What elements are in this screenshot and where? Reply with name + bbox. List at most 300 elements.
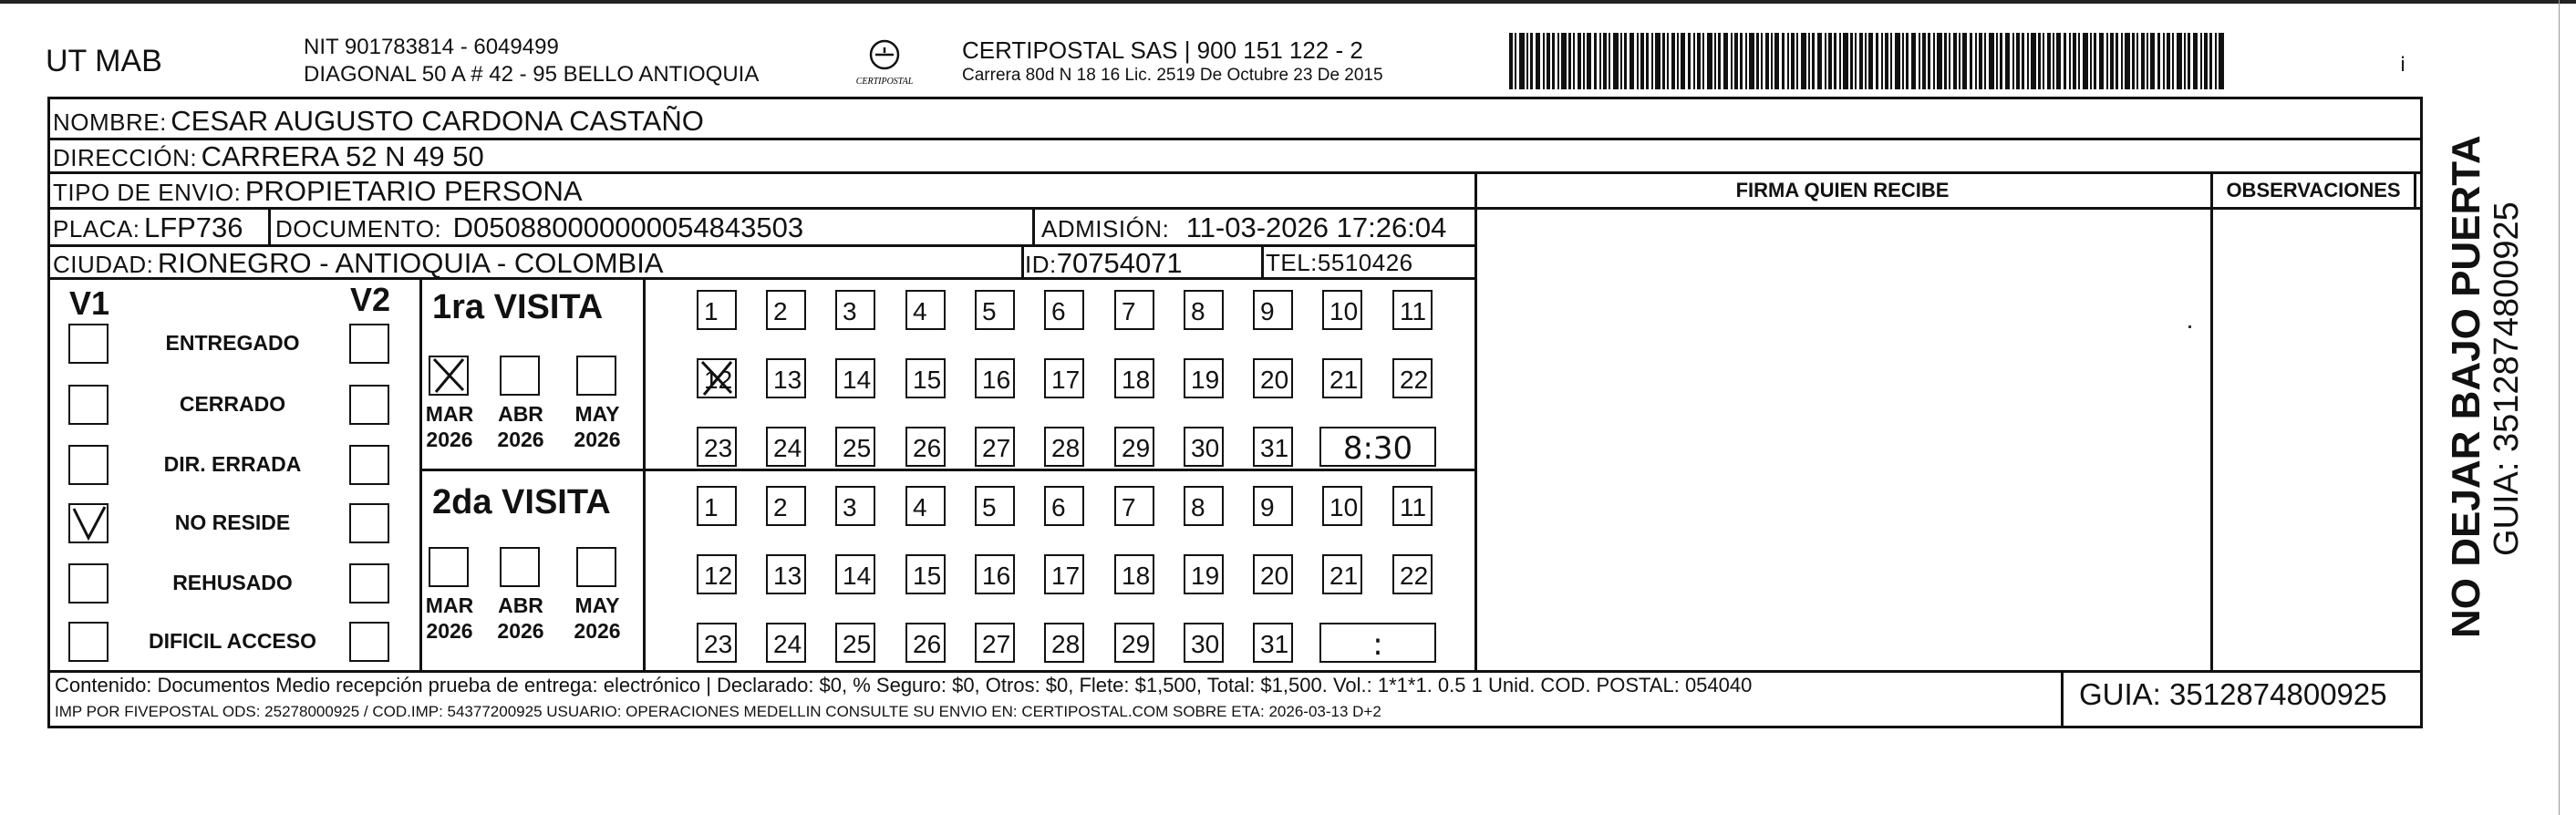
barcode-bar: [1765, 33, 1769, 89]
time-box[interactable]: 8:30: [1319, 427, 1436, 467]
barcode-bar: [1552, 33, 1555, 89]
barcode-bar: [2016, 33, 2020, 89]
barcode-bar: [1671, 33, 1675, 89]
admission-label: ADMISIÓN:: [1041, 215, 1170, 242]
day-box[interactable]: 14: [835, 358, 875, 398]
barcode-bar: [1876, 33, 1878, 89]
barcode-bar: [2073, 33, 2076, 89]
barcode-bar: [1911, 33, 1916, 89]
month-year: 2026: [426, 428, 473, 451]
v1-checkbox[interactable]: [68, 445, 109, 485]
month-year: 2026: [497, 619, 544, 643]
day-box[interactable]: 23: [697, 623, 737, 663]
barcode-bar: [2136, 33, 2138, 89]
id-value: 70754071: [1056, 247, 1183, 279]
barcode-bar: [1928, 33, 1930, 89]
barcode-bar: [1568, 33, 1571, 89]
barcode-bar: [1970, 33, 1972, 89]
barcode-bar: [1850, 33, 1853, 89]
delivery-option-label: REHUSADO: [172, 571, 293, 594]
barcode-bar: [1594, 33, 1597, 89]
barcode-bar: [1734, 33, 1738, 89]
col-divider: [2210, 171, 2213, 671]
day-box[interactable]: 30: [1184, 427, 1224, 467]
barcode-bar: [1573, 33, 1575, 89]
barcode-bar: [1603, 33, 1607, 89]
month-label: MAY: [574, 402, 620, 426]
month-checkbox[interactable]: [429, 356, 469, 396]
day-box[interactable]: 6: [1044, 290, 1084, 330]
barcode-bar: [1949, 33, 1950, 89]
month-year: 2026: [574, 619, 621, 643]
v1-header: V1: [69, 284, 110, 322]
barcode-bar: [1519, 33, 1525, 89]
barcode-bar: [1667, 33, 1669, 89]
side-no-dejar: NO DEJAR BAJO PUERTA: [2444, 135, 2488, 638]
day-box[interactable]: 28: [1044, 427, 1084, 467]
day-box[interactable]: 29: [1114, 623, 1154, 663]
month-checkbox[interactable]: [500, 356, 540, 396]
contents-line: Contenido: Documentos Medio recepción prueba de entrega: electrónico | Declarado: $0, % Seguro: $0, Otros: $0, Flete: $1,500, Total: $1,500. Vol.: 1*1*1. 0.5 1 Unid. COD. POSTAL: 054040: [55, 674, 1753, 696]
admission-value: 11-03-2026 17:26:04: [1185, 211, 1447, 243]
barcode-bar: [2188, 33, 2190, 89]
barcode-bar: [1855, 33, 1857, 89]
v2-checkbox[interactable]: [349, 622, 389, 662]
v2-checkbox[interactable]: [349, 563, 389, 604]
city-row: [53, 247, 663, 280]
month-checkbox[interactable]: [429, 547, 469, 587]
day-box[interactable]: 24: [766, 623, 806, 663]
barcode-bar: [2012, 33, 2014, 89]
day-box[interactable]: 2: [766, 486, 806, 526]
sender-address: DIAGONAL 50 A # 42 - 95 BELLO ANTIOQUIA: [304, 62, 760, 87]
visit-divider: [419, 469, 1475, 471]
barcode-bar: [1509, 33, 1513, 89]
barcode-bar: [2094, 33, 2096, 89]
barcode-bar: [1740, 33, 1743, 89]
day-box[interactable]: 11: [1392, 290, 1433, 330]
barcode-bar: [2215, 33, 2217, 89]
month-checkbox[interactable]: [576, 547, 616, 587]
check-mark-icon: [697, 358, 737, 398]
dot-mark: [2188, 325, 2191, 328]
day-box[interactable]: 7: [1114, 290, 1154, 330]
col-divider: [1032, 207, 1035, 244]
admission-row: [1041, 211, 1446, 244]
barcode-bar: [1702, 33, 1704, 89]
day-box[interactable]: 8: [1184, 486, 1224, 526]
row-divider: [1474, 207, 2423, 210]
plate-row: [53, 211, 243, 244]
day-box[interactable]: 26: [905, 623, 946, 663]
barcode-bar: [1944, 33, 1947, 89]
barcode-bar: [2116, 33, 2118, 89]
barcode-bar: [1933, 33, 1935, 89]
barcode-bar: [1515, 33, 1516, 89]
barcode-bar: [2150, 33, 2155, 89]
barcode-bar: [1599, 33, 1601, 89]
barcode-bar: [1843, 33, 1848, 89]
barcode-bar: [2163, 33, 2165, 89]
month-label: MAR: [425, 402, 474, 426]
barcode-bar: [2090, 33, 2092, 89]
barcode-bar: [1801, 33, 1806, 89]
day-box[interactable]: 20: [1253, 358, 1293, 398]
barcode-bar: [1620, 33, 1622, 89]
barcode-bar: [1547, 33, 1550, 89]
barcode-bar: [2078, 33, 2080, 89]
col-divider: [1021, 244, 1024, 277]
name-label: NOMBRE:: [53, 108, 167, 136]
day-box[interactable]: 19: [1184, 358, 1224, 398]
address-label: DIRECCIÓN:: [53, 144, 198, 171]
day-box[interactable]: 26: [905, 427, 946, 467]
col-divider: [643, 277, 646, 670]
barcode-bar: [1613, 33, 1619, 89]
day-box[interactable]: 1: [697, 290, 737, 330]
barcode-bar: [2056, 33, 2061, 89]
sender-nit: NIT 901783814 - 6049499: [304, 35, 559, 59]
day-box[interactable]: 16: [975, 554, 1015, 594]
plate-value: LFP736: [143, 211, 243, 243]
document-value: D050880000000054843503: [452, 211, 804, 243]
barcode-bar: [1796, 33, 1798, 89]
barcode-bar: [2141, 33, 2145, 89]
observations-header: OBSERVACIONES: [2226, 179, 2401, 201]
certipostal-logo: [848, 36, 921, 91]
barcode-bar: [2200, 33, 2202, 89]
day-box[interactable]: 7: [1114, 486, 1154, 526]
day-box[interactable]: 5: [975, 290, 1015, 330]
check-mark-icon: [429, 356, 469, 396]
barcode-bar: [2031, 33, 2036, 89]
barcode-bar: [2022, 33, 2024, 89]
barcode-bar: [1791, 33, 1795, 89]
day-box[interactable]: 28: [1044, 623, 1084, 663]
day-box[interactable]: 14: [835, 554, 875, 594]
barcode-bar: [2027, 33, 2029, 89]
day-box[interactable]: 9: [1253, 486, 1293, 526]
barcode-bar: [2172, 33, 2174, 89]
v1-checkbox[interactable]: [68, 324, 109, 364]
barcode-bar: [1662, 33, 1665, 89]
day-box[interactable]: 15: [905, 358, 946, 398]
barcode-bar: [1839, 33, 1841, 89]
barcode-bar: [1902, 33, 1904, 89]
time-box[interactable]: :: [1319, 623, 1436, 663]
day-box[interactable]: 19: [1184, 554, 1224, 594]
month-year: 2026: [497, 428, 544, 451]
visit2-title: 2da VISITA: [432, 483, 611, 521]
day-box[interactable]: 11: [1392, 486, 1433, 526]
barcode-bar: [2219, 33, 2224, 89]
month-label: ABR: [498, 402, 543, 426]
tel-value: 5510426: [1317, 249, 1413, 276]
id-row: [1025, 247, 1183, 280]
barcode-bar: [1530, 33, 1533, 89]
type-label: TIPO DE ENVIO:: [53, 179, 242, 206]
day-box[interactable]: 1: [697, 486, 737, 526]
barcode-bar: [1587, 33, 1591, 89]
document-row: [275, 211, 803, 244]
barcode-bar: [1583, 33, 1585, 89]
day-box[interactable]: 16: [975, 358, 1015, 398]
day-box[interactable]: 10: [1322, 486, 1362, 526]
barcode-bar: [1937, 33, 1942, 89]
barcode-bar: [1774, 33, 1779, 89]
barcode-bar: [2043, 33, 2044, 89]
col-divider: [2061, 670, 2064, 728]
barcode-bar: [1859, 33, 1863, 89]
month-label: ABR: [498, 593, 543, 617]
barcode-bar: [1561, 33, 1567, 89]
barcode-bar: [2184, 33, 2186, 89]
tel-label: TEL:: [1266, 249, 1318, 276]
barcode-bar: [1962, 33, 1967, 89]
barcode-bar: [1890, 33, 1892, 89]
barcode-bar: [1906, 33, 1909, 89]
city-value: RIONEGRO - ANTIOQUIA - COLOMBIA: [157, 247, 664, 279]
barcode-bar: [1828, 33, 1832, 89]
col-divider: [1474, 171, 1477, 671]
day-box[interactable]: 15: [905, 554, 946, 594]
barcode-bar: [1707, 33, 1712, 89]
plate-label: PLACA:: [53, 215, 140, 242]
day-box[interactable]: 3: [835, 290, 875, 330]
barcode-bar: [2204, 33, 2208, 89]
barcode-bar: [1959, 33, 1960, 89]
barcode-bar: [2047, 33, 2051, 89]
v1-checkbox[interactable]: [68, 563, 109, 604]
barcode-bar: [1745, 33, 1747, 89]
day-box[interactable]: 4: [905, 486, 946, 526]
barcode-bar: [1782, 33, 1785, 89]
month-label: MAR: [425, 593, 474, 617]
barcode-bar: [2038, 33, 2041, 89]
day-box[interactable]: 18: [1114, 554, 1154, 594]
day-box[interactable]: 8: [1184, 290, 1224, 330]
barcode-bar: [1637, 33, 1639, 89]
barcode-bar: [1693, 33, 1695, 89]
sender-name: UT MAB: [46, 44, 162, 78]
barcode-bar: [1543, 33, 1545, 89]
barcode-bar: [1787, 33, 1789, 89]
barcode-bar: [1996, 33, 1998, 89]
barcode-bar: [2167, 33, 2170, 89]
v2-checkbox[interactable]: [349, 503, 389, 543]
name-row: [53, 105, 704, 138]
v2-checkbox[interactable]: [349, 385, 389, 425]
barcode-bar: [2064, 33, 2066, 89]
address-row: [53, 140, 484, 173]
name-value: CESAR AUGUSTO CARDONA CASTAÑO: [171, 105, 704, 137]
barcode-bar: [1922, 33, 1926, 89]
day-box[interactable]: 10: [1322, 290, 1362, 330]
day-box[interactable]: 23: [697, 427, 737, 467]
barcode-bar: [1979, 33, 1982, 89]
day-box[interactable]: 25: [835, 427, 875, 467]
company-name: CERTIPOSTAL SAS | 900 151 122 - 2: [962, 36, 1363, 64]
barcode-bar: [1609, 33, 1610, 89]
month-checkbox[interactable]: [576, 356, 616, 396]
barcode-bar: [2106, 33, 2108, 89]
day-box[interactable]: 6: [1044, 486, 1084, 526]
top-border: [0, 0, 2576, 4]
city-label: CIUDAD:: [53, 251, 154, 278]
delivery-option-label: DIFICIL ACCESO: [148, 629, 316, 653]
day-box[interactable]: 13: [766, 358, 806, 398]
day-box[interactable]: 21: [1322, 554, 1362, 594]
barcode-bar: [2005, 33, 2010, 89]
day-box[interactable]: 25: [835, 623, 875, 663]
barcode-bar: [1984, 33, 1986, 89]
col-divider: [1261, 244, 1264, 277]
day-box[interactable]: 30: [1184, 623, 1224, 663]
barcode-bar: [2125, 33, 2130, 89]
barcode-bar: [1723, 33, 1728, 89]
barcode-bar: [1651, 33, 1653, 89]
day-box[interactable]: 17: [1044, 554, 1084, 594]
v1-checkbox[interactable]: [68, 503, 109, 543]
col-divider: [268, 207, 271, 244]
barcode-bar: [1812, 33, 1815, 89]
company-address: Carrera 80d N 18 16 Lic. 2519 De Octubre 23 De 2015: [962, 66, 1383, 85]
day-box[interactable]: 22: [1392, 358, 1433, 398]
v2-header: V2: [350, 281, 391, 318]
barcode-bar: [1865, 33, 1867, 89]
barcode-bar: [1557, 33, 1559, 89]
barcode-bar: [1681, 33, 1685, 89]
day-box[interactable]: 24: [766, 427, 806, 467]
barcode-bar: [1834, 33, 1836, 89]
delivery-option-label: ENTREGADO: [165, 331, 300, 355]
barcode-bar: [1919, 33, 1920, 89]
type-row: [53, 175, 583, 208]
day-box[interactable]: 13: [766, 554, 806, 594]
barcode-bar: [2069, 33, 2071, 89]
signature-header: FIRMA QUIEN RECIBE: [1735, 179, 1950, 201]
day-box[interactable]: 29: [1114, 427, 1154, 467]
barcode-bar: [2121, 33, 2123, 89]
side-guia: GUIA: 3512874800925: [2488, 201, 2526, 556]
day-box[interactable]: 27: [975, 427, 1015, 467]
day-box[interactable]: 22: [1392, 554, 1433, 594]
barcode-bar: [1953, 33, 1957, 89]
barcode-bar: [1885, 33, 1888, 89]
barcode-bar: [1536, 33, 1540, 89]
barcode-bar: [2083, 33, 2088, 89]
barcode-bar: [1731, 33, 1733, 89]
day-box[interactable]: 9: [1253, 290, 1293, 330]
barcode-bar: [1881, 33, 1883, 89]
month-year: 2026: [574, 428, 621, 451]
barcode-bar: [1646, 33, 1649, 89]
id-label: ID:: [1025, 251, 1057, 278]
day-box[interactable]: 20: [1253, 554, 1293, 594]
svg-text:CERTIPOSTAL: CERTIPOSTAL: [855, 77, 914, 87]
tel-row: [1266, 249, 1413, 277]
barcode-bar: [1677, 33, 1679, 89]
day-box[interactable]: 17: [1044, 358, 1084, 398]
barcode-bar: [1640, 33, 1644, 89]
barcode-bar: [2177, 33, 2182, 89]
barcode-bar: [1817, 33, 1822, 89]
barcode-bar: [2053, 33, 2054, 89]
day-box[interactable]: 27: [975, 623, 1015, 663]
row-divider: [47, 670, 2423, 673]
barcode-bar: [1771, 33, 1773, 89]
v1-checkbox[interactable]: [68, 385, 109, 425]
check-mark-icon: [68, 503, 109, 543]
v1-checkbox[interactable]: [68, 622, 109, 662]
v2-checkbox[interactable]: [349, 324, 389, 364]
barcode-bar: [1761, 33, 1763, 89]
barcode-icon: [1509, 33, 2229, 89]
barcode-bar: [1624, 33, 1627, 89]
visit1-title: 1ra VISITA: [432, 288, 604, 326]
barcode-bar: [1989, 33, 1994, 89]
barcode-bar: [1629, 33, 1634, 89]
delivery-option-label: NO RESIDE: [174, 511, 291, 534]
type-value: PROPIETARIO PERSONA: [244, 175, 583, 207]
guia-footer: GUIA: 3512874800925: [2079, 677, 2387, 711]
month-year: 2026: [426, 619, 473, 643]
barcode-bar: [2099, 33, 2104, 89]
day-box[interactable]: 12: [697, 554, 737, 594]
edge-mark: [2559, 0, 2563, 815]
delivery-option-label: CERRADO: [179, 392, 286, 416]
barcode-bar: [2110, 33, 2114, 89]
barcode-bar: [1749, 33, 1754, 89]
day-box[interactable]: 18: [1114, 358, 1154, 398]
barcode-bar: [1868, 33, 1873, 89]
day-box[interactable]: 31: [1253, 623, 1293, 663]
barcode-bar: [1808, 33, 1810, 89]
barcode-bar: [1578, 33, 1581, 89]
barcode-bar: [1895, 33, 1900, 89]
barcode-bar: [1718, 33, 1721, 89]
document-label: DOCUMENTO:: [275, 215, 442, 242]
barcode-bar: [1697, 33, 1701, 89]
barcode-bar: [1655, 33, 1660, 89]
imp-line: IMP POR FIVEPOSTAL ODS: 25278000925 / COD.IMP: 54377200925 USUARIO: OPERACIONES MEDELLIN CONSULTE SU ENVIO EN: CERTIPOSTAL.COM SOBRE ETA: 2026-03-13 D+2: [55, 703, 1381, 720]
barcode-bar: [1688, 33, 1691, 89]
barcode-bar: [2193, 33, 2198, 89]
tick-mark: ⅰ: [2400, 53, 2406, 76]
barcode-bar: [1756, 33, 1759, 89]
day-box[interactable]: 5: [975, 486, 1015, 526]
v2-checkbox[interactable]: [349, 445, 389, 485]
day-box[interactable]: 21: [1322, 358, 1362, 398]
barcode-bar: [1825, 33, 1826, 89]
day-box[interactable]: 3: [835, 486, 875, 526]
barcode-bar: [2000, 33, 2002, 89]
month-checkbox[interactable]: [500, 547, 540, 587]
address-value: CARRERA 52 N 49 50: [201, 140, 484, 172]
day-box[interactable]: 31: [1253, 427, 1293, 467]
barcode-bar: [1526, 33, 1528, 89]
day-box[interactable]: 4: [905, 290, 946, 330]
barcode-bar: [2147, 33, 2148, 89]
barcode-bar: [1975, 33, 1977, 89]
barcode-bar: [2157, 33, 2160, 89]
day-box[interactable]: 2: [766, 290, 806, 330]
month-label: MAY: [574, 593, 620, 617]
day-box[interactable]: 12: [697, 358, 737, 398]
delivery-option-label: DIR. ERRADA: [163, 452, 302, 476]
barcode-bar: [2132, 33, 2135, 89]
barcode-bar: [1714, 33, 1716, 89]
